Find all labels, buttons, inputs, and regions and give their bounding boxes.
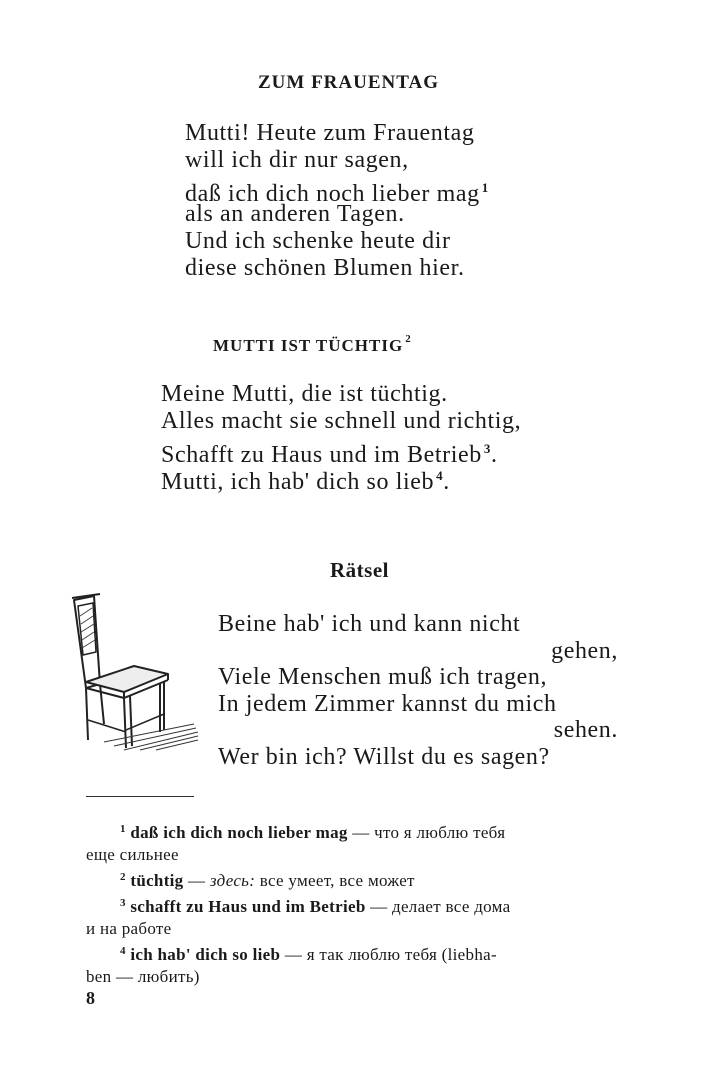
chair-illustration — [64, 592, 200, 754]
poem-line: Mutti, ich hab' dich so lieb $^4$. — [161, 468, 450, 495]
page-number: 8 — [86, 988, 95, 1008]
footnote-marker: 3 — [483, 441, 491, 456]
poem-line: gehen, — [551, 637, 618, 664]
poem-line: Schafft zu Haus und im Betrieb $^3$. — [161, 441, 498, 468]
footnote: $^3$ schafft zu Haus und im Betrieb — делает все дома — [120, 897, 511, 916]
poem-line: sehen. — [553, 717, 618, 743]
footnote-divider — [86, 796, 194, 797]
poem-line: Wer bin ich? Willst du es sagen? — [218, 743, 550, 770]
footnote-continuation: еще сильнее — [86, 845, 179, 864]
footnote-continuation: и на работе — [86, 919, 172, 938]
footnotes — [86, 818, 641, 988]
poem-line: In jedem Zimmer kannst du mich — [218, 690, 557, 717]
riddle-title: Rätsel — [330, 558, 389, 582]
poem-line: Mutti! Heute zum Frauentag — [185, 120, 475, 146]
poem-line: daß ich dich noch lieber mag $^1$ — [185, 180, 489, 207]
poem2-title: MUTTI IST TÜCHTIG $^2$ — [213, 333, 412, 355]
footnote-marker: 4 — [436, 468, 444, 483]
footnote: $^4$ ich hab' dich so lieb — я так люблю тебя (liebha- — [120, 945, 497, 964]
poem-line: will ich dir nur sagen, — [185, 147, 409, 173]
footnote: $^2$ tüchtig — здесь: все умеет, все может — [120, 871, 415, 890]
footnote-marker: 1 — [481, 180, 489, 195]
poem2-body — [161, 381, 522, 495]
poem-line: Meine Mutti, die ist tüchtig. — [161, 381, 448, 407]
footnote: $^1$ daß ich dich noch lieber mag — что я люблю тебя — [120, 823, 506, 842]
footnote-marker: 2 — [405, 333, 412, 345]
poem-line: Und ich schenke heute dir — [185, 228, 451, 254]
poem1-body — [185, 120, 489, 282]
poem-line: diese schönen Blumen hier. — [185, 255, 465, 281]
footnote-continuation: ben — любить) — [86, 967, 200, 986]
poem-line: Viele Menschen muß ich tragen, — [218, 664, 548, 690]
poem-line: Alles macht sie schnell und richtig, — [161, 408, 522, 434]
poem-line: Beine hab' ich und kann nicht — [218, 611, 521, 637]
poem1-title: ZUM FRAUENTAG — [258, 72, 440, 93]
riddle-body — [218, 611, 618, 770]
poem-line: als an anderen Tagen. — [185, 201, 405, 227]
